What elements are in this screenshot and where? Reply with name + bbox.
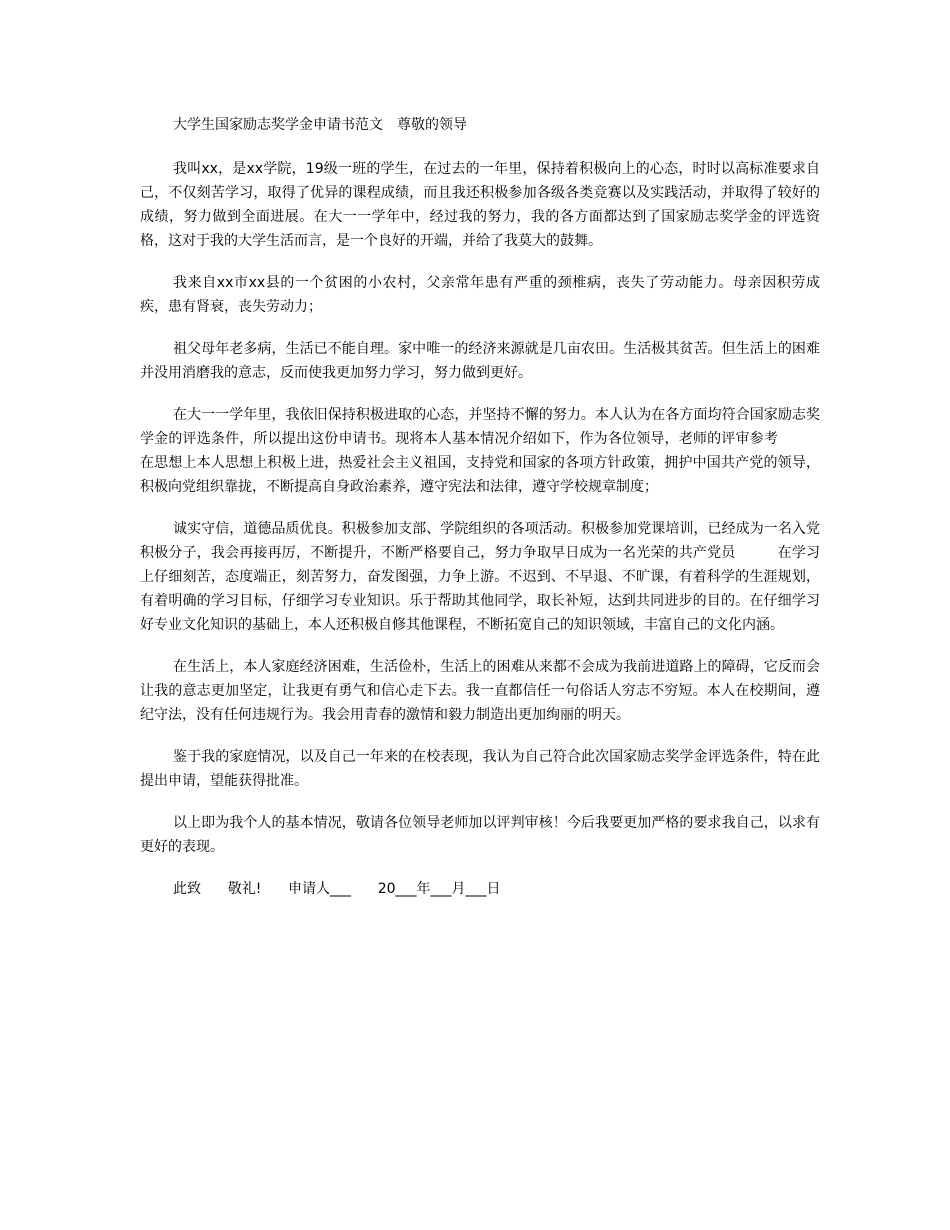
title-text: 大学生国家励志奖学金申请书范文 (173, 117, 383, 133)
paragraph-5-part-1: 诚实守信，道德品质优良。积极参加支部、学院组织的各项活动。积极参加党课培训，已经成为一名入党积极分子，我会再接再厉，不断提升，不断严格要自己，努力争取早日成为一名光荣的共产党员 (140, 521, 820, 561)
paragraph-4-part-1: 在大一一学年里，我依旧保持积极进取的心态，并坚持不懈的努力。本人认为在各方面均符合国家励志奖学金的评选条件，所以提出这份申请书。现将本人基本情况介绍如下，作为各位领导，老师的评审参考 (140, 407, 820, 447)
salutation: 尊敬的领导 (397, 117, 467, 133)
closing-signature: 此致 敬礼! 申请人___ 20___年___月___日 (173, 881, 501, 897)
paragraph-8: 以上即为我个人的基本情况，敬请各位领导老师加以评判审核！今后我要更加严格的要求我自己，以求有更好的表现。 (140, 815, 820, 855)
paragraph-7: 鉴于我的家庭情况，以及自己一年来的在校表现，我认为自己符合此次国家励志奖学金评选条件，特在此提出申请，望能获得批准。 (140, 749, 820, 789)
paragraph-6: 在生活上，本人家庭经济困难，生活俭朴，生活上的困难从来都不会成为我前进道路上的障碍，它反而会让我的意志更加坚定，让我更有勇气和信心走下去。我一直都信任一句俗话人穷志不穷短。本人在校期间，遵纪守法，没有任何违规行为。我会用青春的激情和毅力制造出更加绚丽的明天。 (140, 659, 820, 723)
paragraph-1: 我叫xx，是xx学院，19级一班的学生，在过去的一年里，保持着积极向上的心态，时时以高标准要求自己，不仅刻苦学习，取得了优异的课程成绩，而且我还积极参加各级各类竞赛以及实践活动，并取得了较好的成绩，努力做到全面进展。在大一一学年中，经过我的努力，我的各方面都达到了国家励志奖学金的评选资格，这对于我的大学生活而言，是一个良好的开端，并给了我莫大的鼓舞。 (140, 161, 820, 249)
document-title (140, 113, 820, 137)
paragraph-4 (140, 403, 820, 499)
paragraph-5-part-2: 在学习上仔细刻苦，态度端正，刻苦努力，奋发图强，力争上游。不迟到、不早退、不旷课，有着科学的生涯规划，有着明确的学习目标，仔细学习专业知识。乐于帮助其他同学，取长补短，达到共同进步的目的。在仔细学习好专业文化知识的基础上，本人还积极自修其他课程，不断拓宽自己的知识领域，丰富自己的文化内涵。 (140, 545, 821, 633)
paragraph-2: 我来自xx市xx县的一个贫困的小农村，父亲常年患有严重的颈椎病，丧失了劳动能力。母亲因积劳成疾，患有肾衰，丧失劳动力； (140, 275, 820, 315)
document-page (140, 113, 820, 901)
paragraph-5 (140, 517, 820, 637)
paragraph-3: 祖父母年老多病，生活已不能自理。家中唯一的经济来源就是几亩农田。生活极其贫苦。但生活上的困难并没用消磨我的意志，反而使我更加努力学习，努力做到更好。 (140, 341, 820, 381)
paragraph-4-part-2: 在思想上本人思想上积极上进，热爱社会主义祖国，支持党和国家的各项方针政策，拥护中国共产党的领导，积极向党组织靠拢，不断提高自身政治素养，遵守宪法和法律，遵守学校规章制度； (140, 455, 820, 495)
